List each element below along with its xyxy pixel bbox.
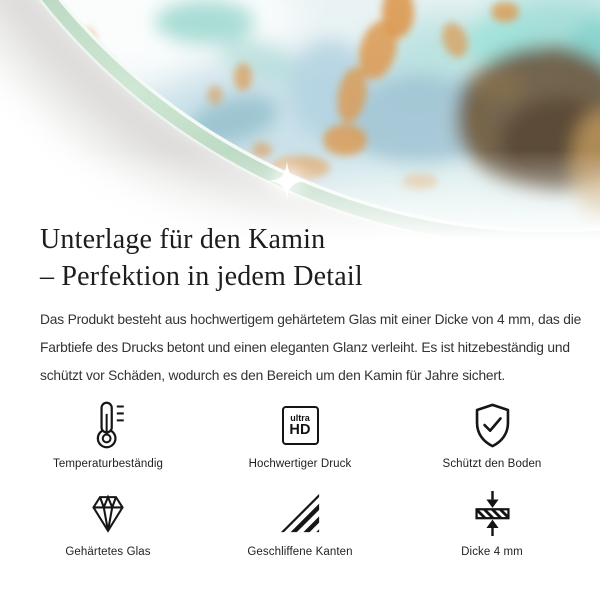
feature-temperature-resistant [12, 398, 204, 470]
ultra-hd-badge [282, 406, 319, 445]
polished-edges-icon [278, 486, 322, 540]
product-description: Das Produkt besteht aus hochwertigem gehärtetem Glas mit einer Dicke von 4 mm, das die Farbtiefe des Drucks betont und einen eleganten Glanz verleiht. Es ist hitzebeständig und schützt vor Schäden, wodurch es den Bereich um den Kamin für Jahre sichert. [40, 312, 582, 383]
feature-thickness-4mm [396, 486, 588, 558]
thermometer-icon [88, 398, 129, 452]
title-line-2: – Perfektion in jedem Detail [40, 261, 363, 292]
feature-label: Schützt den Boden [442, 458, 542, 470]
feature-polished-edges [204, 486, 396, 558]
title-line-1: Unterlage für den Kamin [40, 224, 326, 255]
feature-label: Hochwertiger Druck [248, 458, 352, 470]
glass-panel-image [0, 0, 600, 240]
diamond-icon [85, 486, 131, 540]
feature-grid [12, 398, 588, 558]
feature-label: Dicke 4 mm [461, 546, 523, 558]
feature-label: Gehärtetes Glas [65, 546, 151, 558]
ultra-hd-badge-top-text: ultra [290, 412, 310, 423]
feature-label: Temperaturbeständig [53, 458, 163, 470]
shield-check-icon [470, 398, 515, 452]
feature-high-quality-print [204, 398, 396, 470]
feature-label: Geschliffene Kanten [247, 546, 353, 558]
feature-protects-floor [396, 398, 588, 470]
ultra-hd-badge-bottom-text: HD [289, 421, 311, 438]
page-title [40, 221, 363, 295]
hero-product-photo [0, 0, 600, 240]
ultra-hd-badge-icon [282, 398, 319, 452]
thickness-arrows-icon [470, 486, 515, 540]
feature-tempered-glass [12, 486, 204, 558]
